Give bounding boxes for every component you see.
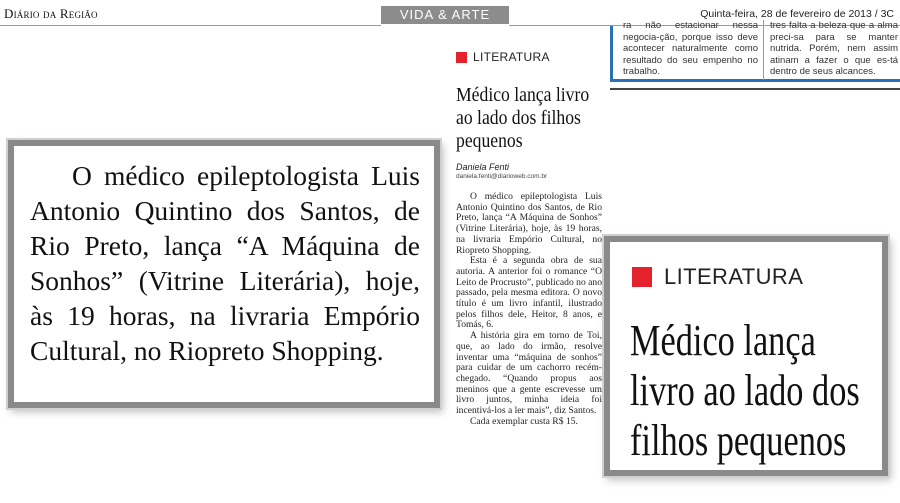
info-box-column-2: tres falta a beleza que a alma preci-sa para se manter nutrida. Porém, nem assim atinam a fazer o que es-tá dentro de seus alcances.	[763, 20, 898, 80]
zoom-kicker-label: LITERATURA	[664, 264, 804, 289]
sidebar-info-box	[610, 20, 900, 82]
article-column	[456, 48, 602, 427]
zoom-kicker	[632, 264, 803, 290]
zoom-headline-text: Médico lança livro ao lado dos filhos pequenos	[630, 316, 860, 465]
article-kicker	[456, 48, 602, 66]
article-paragraph: Cada exemplar custa R$ 15.	[470, 415, 578, 427]
section-tab: VIDA & ARTE	[381, 6, 509, 24]
article-headline: Médico lança livro ao lado dos filhos pequenos	[456, 84, 590, 152]
newspaper-masthead: Diário da Região	[4, 6, 98, 21]
zoom-excerpt-box	[8, 140, 440, 408]
kicker-square-icon	[632, 267, 652, 287]
info-box-column-1: ra não estacionar nessa negocia-ção, porque isso deve acontecer naturalmente como resultado do seu empenho no trabalho.	[623, 20, 758, 77]
kicker-square-icon	[456, 52, 467, 63]
article-paragraph: A história gira em torno de Toi, que, ao lado do irmão, resolve inventar uma “máquina de sonhos” para cuidar de um cachorro recém-chegado. “Quando propus aos meninos que a gente escrevesse um livro juntos, minha ideia foi incentivá-los a ler mais”, diz Santos.	[456, 330, 602, 417]
author-email: daniela.fenti@diarioweb.com.br	[456, 173, 548, 180]
article-byline: Daniela Fenti	[456, 162, 510, 172]
kicker-label: LITERATURA	[473, 50, 550, 64]
dateline: Quinta-feira, 28 de fevereiro de 2013 / 3C	[700, 8, 894, 20]
zoom-excerpt-text: O médico epileptologista Luis Antonio Quintino dos Santos, de Rio Preto, lança “A Máquina de Sonhos” (Vitrine Literária), hoje, às 19 horas, na livraria Empório Cultural, no Riopreto Shopping.	[30, 160, 420, 366]
article-paragraph: O médico epileptologista Luis Antonio Quintino dos Santos, de Rio Preto, lança “A Máquina de Sonhos” (Vitrine Literária), hoje, às 19 horas, na livraria Empório Cultural, no Riopreto Shopping.	[456, 191, 602, 256]
header-rule-left	[0, 25, 381, 26]
zoom-headline-box	[604, 236, 888, 476]
column-divider-rule	[610, 88, 900, 90]
article-body	[456, 192, 602, 427]
article-paragraph: Esta é a segunda obra de sua autoria. A anterior foi o romance “O Leito de Procrusto”, publicado no ano passado, pela mesma editora. O novo título é um livro infantil, ilustrado pelos filhos dele, Heitor, 8 anos, e Tomás, 6.	[456, 255, 603, 331]
